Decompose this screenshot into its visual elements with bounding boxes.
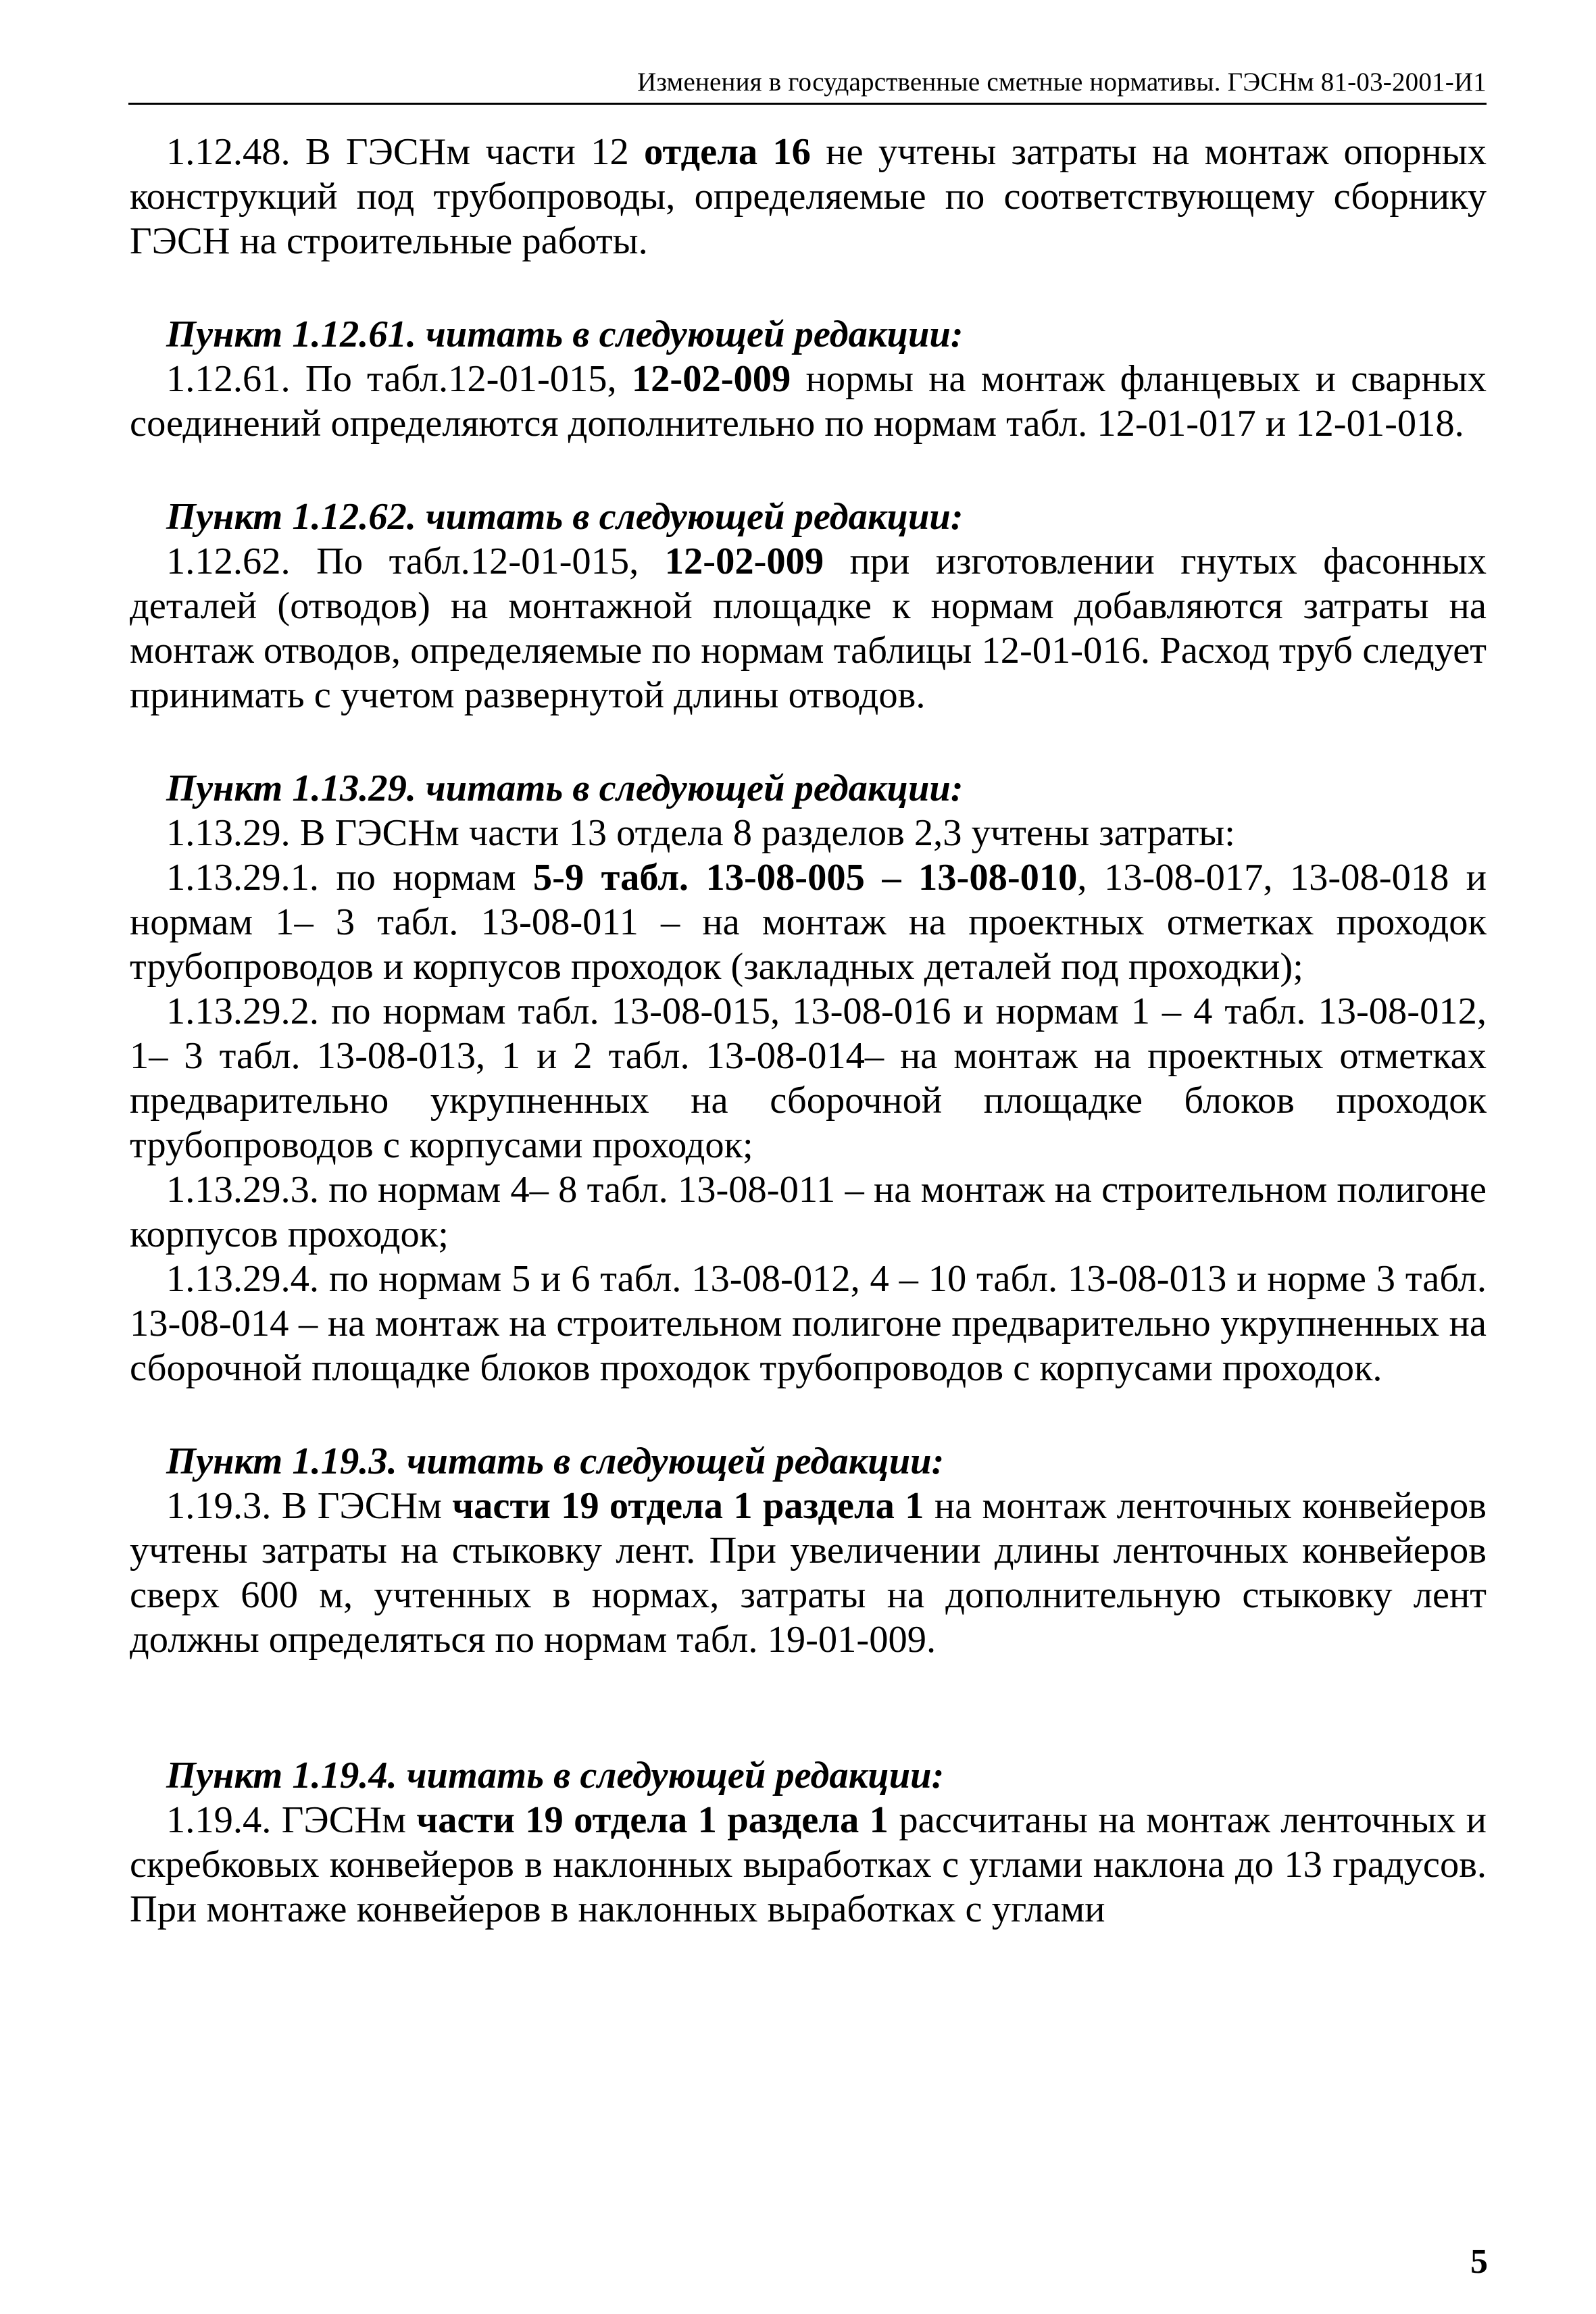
paragraph-text: 1.12.62. По табл.12-01-015, <box>166 540 665 582</box>
paragraph-text: 1.19.3. В ГЭСНм <box>166 1485 453 1527</box>
section-heading-1-13-29: Пункт 1.13.29. читать в следующей редакции: <box>166 768 964 809</box>
paragraph-text: при изготовлении гнутых фасонных деталей (отводов) на монтажной площадке к нормам добавляются затраты на монтаж отводов, определяемые по нормам таблицы 12-01-016. Расход труб следует принимать с учетом развернутой длины отводов. <box>130 540 1487 716</box>
paragraph-1-13-29-3: 1.13.29.3. по нормам 4– 8 табл. 13-08-011 – на монтаж на строительном полигоне корпусов проходок; <box>130 1169 1487 1255</box>
paragraph-emphasis: части 19 отдела 1 раздела 1 <box>416 1799 889 1841</box>
paragraph-emphasis: отдела 16 <box>644 131 811 173</box>
paragraph-text: нормы на монтаж фланцевых и сварных соединений определяются дополнительно по нормам табл. 12-01-017 и 12-01-018. <box>130 358 1487 445</box>
paragraph-text: , 13-08-017, 13-08-018 и нормам 1– 3 табл. 13-08-011 – на монтаж на проектных отметках проходок трубопроводов и корпусов проходок (закладных деталей под проходки); <box>130 857 1487 988</box>
document-body <box>130 130 1487 1932</box>
paragraph-emphasis: 12-02-009 <box>631 358 791 400</box>
section-heading-1-12-61: Пункт 1.12.61. читать в следующей редакции: <box>166 313 964 355</box>
paragraph-text: 1.19.4. ГЭСНм <box>166 1799 417 1841</box>
paragraph-emphasis: части 19 отдела 1 раздела 1 <box>452 1485 924 1527</box>
paragraph-1-19-4 <box>130 1798 1487 1932</box>
paragraph-text: не учтены затраты на монтаж опорных конструкций под трубопроводы, определяемые по соответствующему сборнику ГЭСН на строительные работы. <box>130 131 1487 262</box>
section-heading-1-19-3: Пункт 1.19.3. читать в следующей редакции: <box>166 1440 945 1482</box>
paragraph-emphasis: 5-9 табл. 13-08-005 – 13-08-010 <box>532 857 1078 899</box>
paragraph-text: 1.12.48. В ГЭСНм части 12 <box>166 131 645 173</box>
paragraph-1-13-29: 1.13.29. В ГЭСНм части 13 отдела 8 разделов 2,3 учтены затраты: <box>166 812 1235 854</box>
section-heading-1-19-4: Пункт 1.19.4. читать в следующей редакции: <box>166 1755 945 1796</box>
paragraph-1-13-29-1 <box>130 855 1487 989</box>
section-heading-1-12-62: Пункт 1.12.62. читать в следующей редакции: <box>166 496 964 538</box>
paragraph-text: 1.12.61. По табл.12-01-015, <box>166 358 632 400</box>
paragraph-1-12-62 <box>130 539 1487 718</box>
paragraph-text: 1.13.29.1. по нормам <box>166 857 533 899</box>
paragraph-1-12-48 <box>130 130 1487 263</box>
paragraph-emphasis: 12-02-009 <box>664 540 824 582</box>
paragraph-1-13-29-2: 1.13.29.2. по нормам табл. 13-08-015, 13-08-016 и нормам 1 – 4 табл. 13-08-012, 1– 3 табл. 13-08-013, 1 и 2 табл. 13-08-014– на монтаж на проектных отметках предварительно укрупненных на сборочной площадке блоков проходок трубопроводов с корпусами проходок; <box>130 990 1487 1166</box>
paragraph-text: рассчитаны на монтаж ленточных и скребковых конвейеров в наклонных выработках с углами наклона до 13 градусов. При монтаже конвейеров в наклонных выработках с углами <box>130 1799 1487 1930</box>
running-header: Изменения в государственные сметные нормативы. ГЭСНм 81-03-2001-И1 <box>637 68 1487 97</box>
page-number: 5 <box>1470 2242 1488 2281</box>
paragraph-1-12-61 <box>130 357 1487 446</box>
paragraph-1-13-29-4: 1.13.29.4. по нормам 5 и 6 табл. 13-08-012, 4 – 10 табл. 13-08-013 и норме 3 табл. 13-08-014 – на монтаж на строительном полигоне предварительно укрупненных на сборочной площадке блоков проходок трубопроводов с корпусами проходок. <box>130 1258 1487 1389</box>
header-rule <box>128 103 1487 105</box>
paragraph-text: на монтаж ленточных конвейеров учтены затраты на стыковку лент. При увеличении длины ленточных конвейеров сверх 600 м, учтенных в нормах, затраты на дополнительную стыковку лент должны определяться по нормам табл. 19-01-009. <box>130 1485 1487 1661</box>
paragraph-1-19-3 <box>130 1484 1487 1662</box>
